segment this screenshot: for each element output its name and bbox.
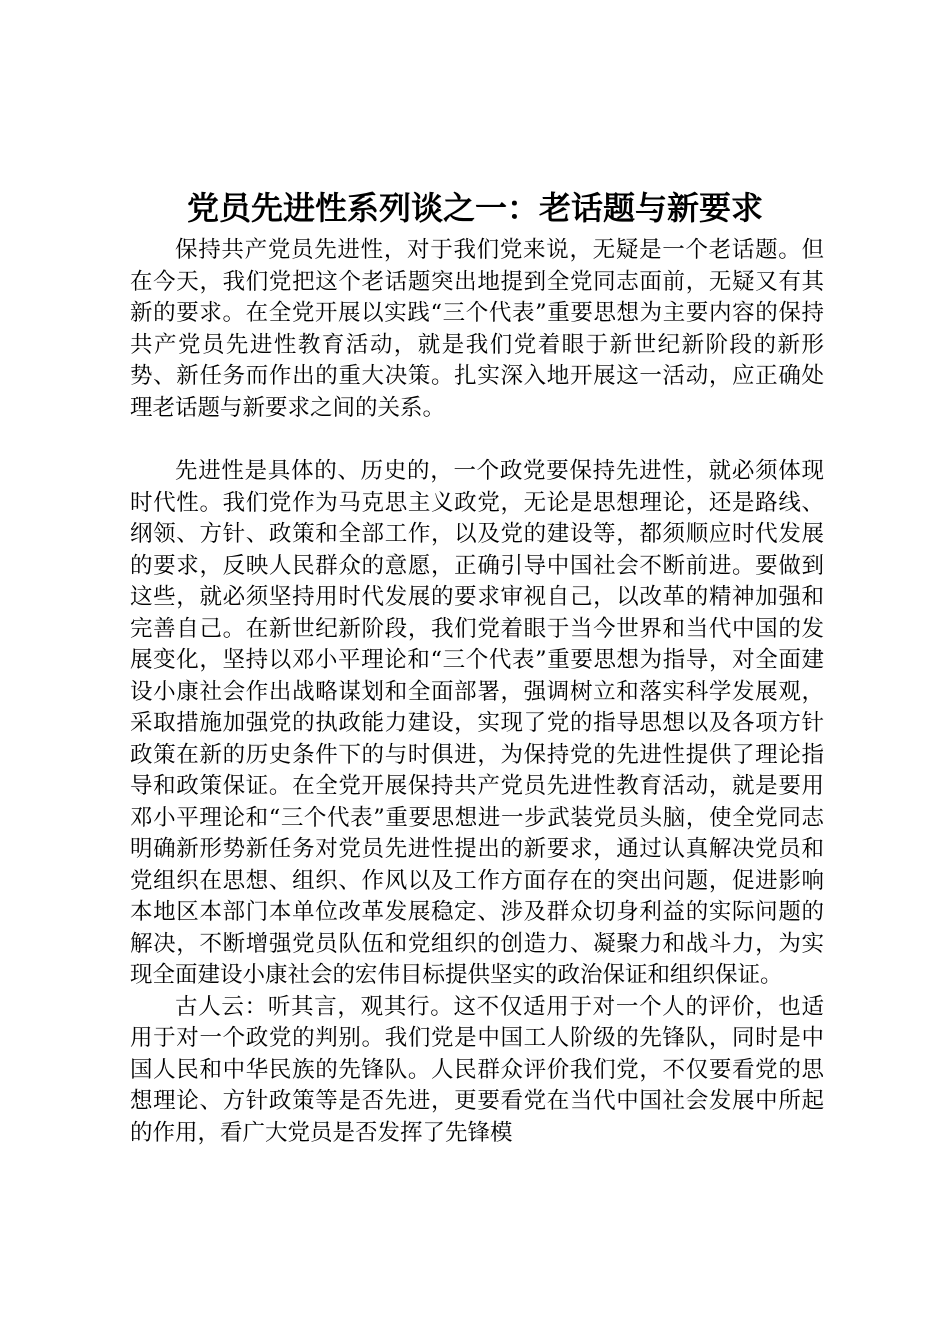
document-title: 党员先进性系列谈之一：老话题与新要求: [186, 189, 763, 227]
document-body: [130, 235, 824, 1149]
paragraph-2: 先进性是具体的、历史的，一个政党要保持先进性，就必须体现时代性。我们党作为马克思主义政党，无论是思想理论，还是路线、纲领、方针、政策和全部工作，以及党的建设等，都须顺应时代发展的要求，反映人民群众的意愿，正确引导中国社会不断前进。要做到这些，就必须坚持用时代发展的要求审视自己，以改革的精神加强和完善自己。在新世纪新阶段，我们党着眼于当今世界和当代中国的发展变化，坚持以邓小平理论和“三个代表”重要思想为指导，对全面建设小康社会作出战略谋划和全面部署，强调树立和落实科学发展观，采取措施加强党的执政能力建设，实现了党的指导思想以及各项方针政策在新的历史条件下的与时俱进，为保持党的先进性提供了理论指导和政策保证。在全党开展保持共产党员先进性教育活动，就是要用邓小平理论和“三个代表”重要思想进一步武装党员头脑，使全党同志明确新形势新任务对党员先进性提出的新要求，通过认真解决党员和党组织在思想、组织、作风以及工作方面存在的突出问题，促进影响本地区本部门本单位改革发展稳定、涉及群众切身利益的实际问题的解决，不断增强党员队伍和党组织的创造力、凝聚力和战斗力，为实现全面建设小康社会的宏伟目标提供坚实的政治保证和组织保证。: [130, 458, 824, 988]
paragraph-3: 古人云：听其言，观其行。这不仅适用于对一个人的评价，也适用于对一个政党的判别。我们党是中国工人阶级的先锋队，同时是中国人民和中华民族的先锋队。人民群众评价我们党，不仅要看党的思想理论、方针政策等是否先进，更要看党在当代中国社会发展中所起的作用，看广大党员是否发挥了先锋模: [130, 993, 824, 1146]
paragraph-1: 保持共产党员先进性，对于我们党来说，无疑是一个老话题。但在今天，我们党把这个老话题突出地提到全党同志面前，无疑又有其新的要求。在全党开展以实践“三个代表”重要思想为主要内容的保持共产党员先进性教育活动，就是我们党着眼于新世纪新阶段的新形势、新任务而作出的重大决策。扎实深入地开展这一活动，应正确处理老话题与新要求之间的关系。: [130, 237, 824, 421]
